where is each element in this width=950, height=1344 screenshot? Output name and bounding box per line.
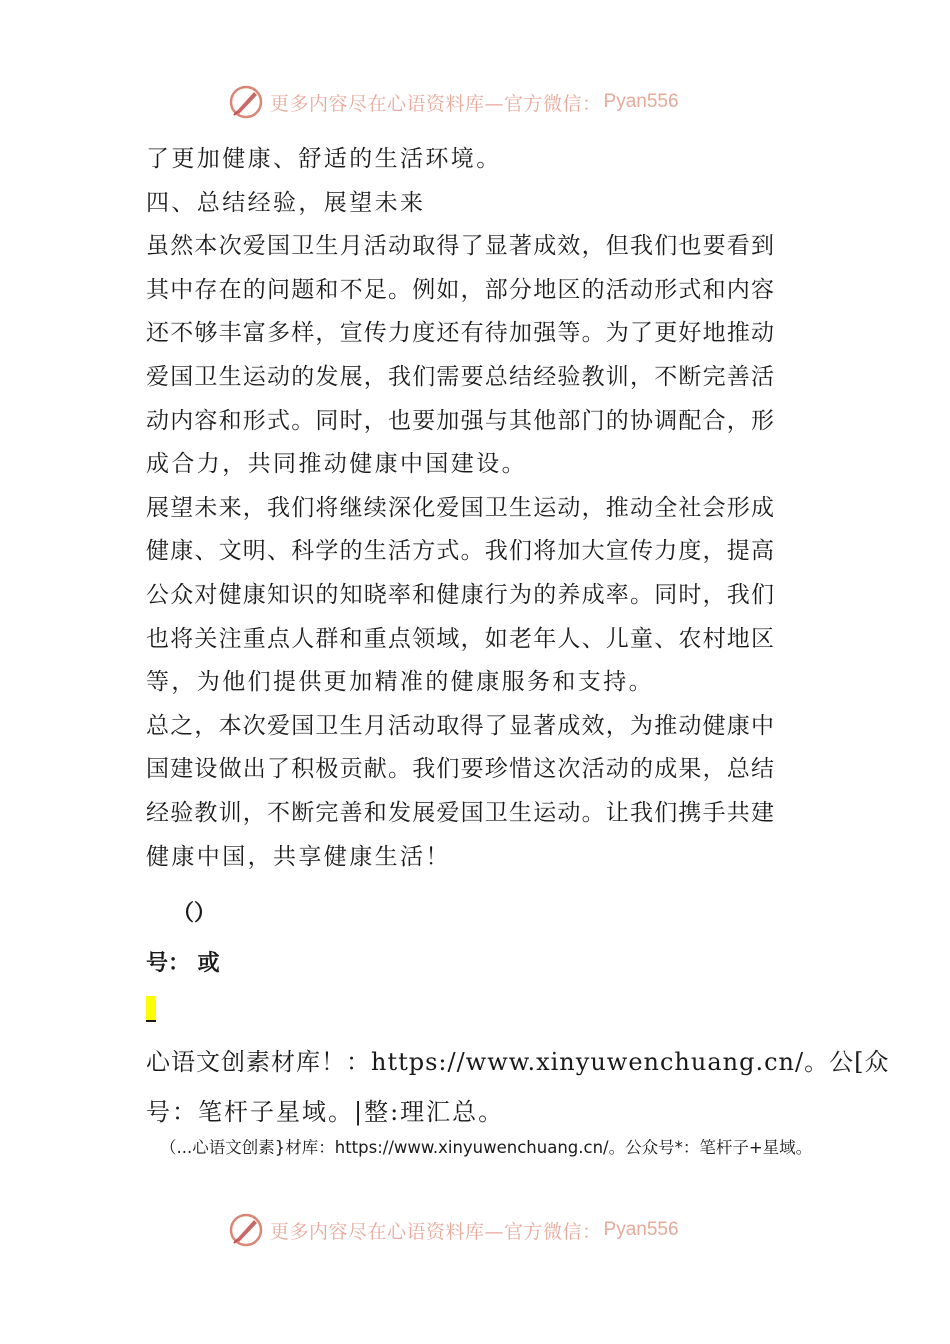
account-line: 号： 或 xyxy=(146,951,220,976)
body-line: 总之，本次爱国卫生月活动取得了显著成效，为推动健康中 xyxy=(146,712,776,739)
body-line: 动内容和形式。同时，也要加强与其他部门的协调配合，形 xyxy=(146,407,776,434)
body-line: 也将关注重点人群和重点领域，如老年人、儿童、农村地区 xyxy=(146,625,776,652)
source-line: 心语文创素材库！：https://www.xinyuwenchuang.cn/。公[众 xyxy=(146,1048,890,1076)
paren-line: （） xyxy=(172,901,217,926)
body-line: 爱国卫生运动的发展，我们需要总结经验教训，不断完善活 xyxy=(146,363,776,390)
footnote-line: （...心语文创素}材库：https://www.xinyuwenchuang.cn/。公众号*：笔杆子+星域。 xyxy=(160,1138,813,1157)
footer-watermark xyxy=(228,1210,679,1250)
body-line: 还不够丰富多样，宣传力度还有待加强等。为了更好地推动 xyxy=(146,320,776,347)
highlight-mark xyxy=(146,996,156,1022)
body-line: 等，为他们提供更加精准的健康服务和支持。 xyxy=(146,669,654,696)
body-line: 成合力，共同推动健康中国建设。 xyxy=(146,451,527,478)
quill-pen-logo-icon xyxy=(228,84,264,120)
watermark-wechat-id: Pyan556 xyxy=(603,1219,679,1240)
watermark-text: 更多内容尽在心语资料库—官方微信： xyxy=(270,1220,602,1243)
body-line: 经验教训，不断完善和发展爱国卫生运动。让我们携手共建 xyxy=(146,799,776,826)
quill-pen-logo-icon xyxy=(228,1212,264,1248)
watermark-text: 更多内容尽在心语资料库—官方微信： xyxy=(270,92,602,115)
body-line: 展望未来，我们将继续深化爱国卫生运动，推动全社会形成 xyxy=(146,494,776,521)
source-line: 号：笔杆子星域。|整:理汇总。 xyxy=(146,1098,505,1126)
body-line: 健康、文明、科学的生活方式。我们将加大宣传力度，提高 xyxy=(146,538,776,565)
body-line: 国建设做出了积极贡献。我们要珍惜这次活动的成果，总结 xyxy=(146,756,776,783)
body-line: 健康中国，共享健康生活！ xyxy=(146,843,451,870)
body-line: 虽然本次爱国卫生月活动取得了显著成效，但我们也要看到 xyxy=(146,233,776,260)
body-line: 其中存在的问题和不足。例如，部分地区的活动形式和内容 xyxy=(146,276,776,303)
body-line: 公众对健康知识的知晓率和健康行为的养成率。同时，我们 xyxy=(146,581,776,608)
watermark-wechat-id: Pyan556 xyxy=(603,91,679,112)
section-heading: 四、总结经验，展望未来 xyxy=(146,189,426,216)
body-line: 了更加健康、舒适的生活环境。 xyxy=(146,146,502,172)
document-body xyxy=(146,138,814,879)
header-watermark xyxy=(228,82,679,122)
